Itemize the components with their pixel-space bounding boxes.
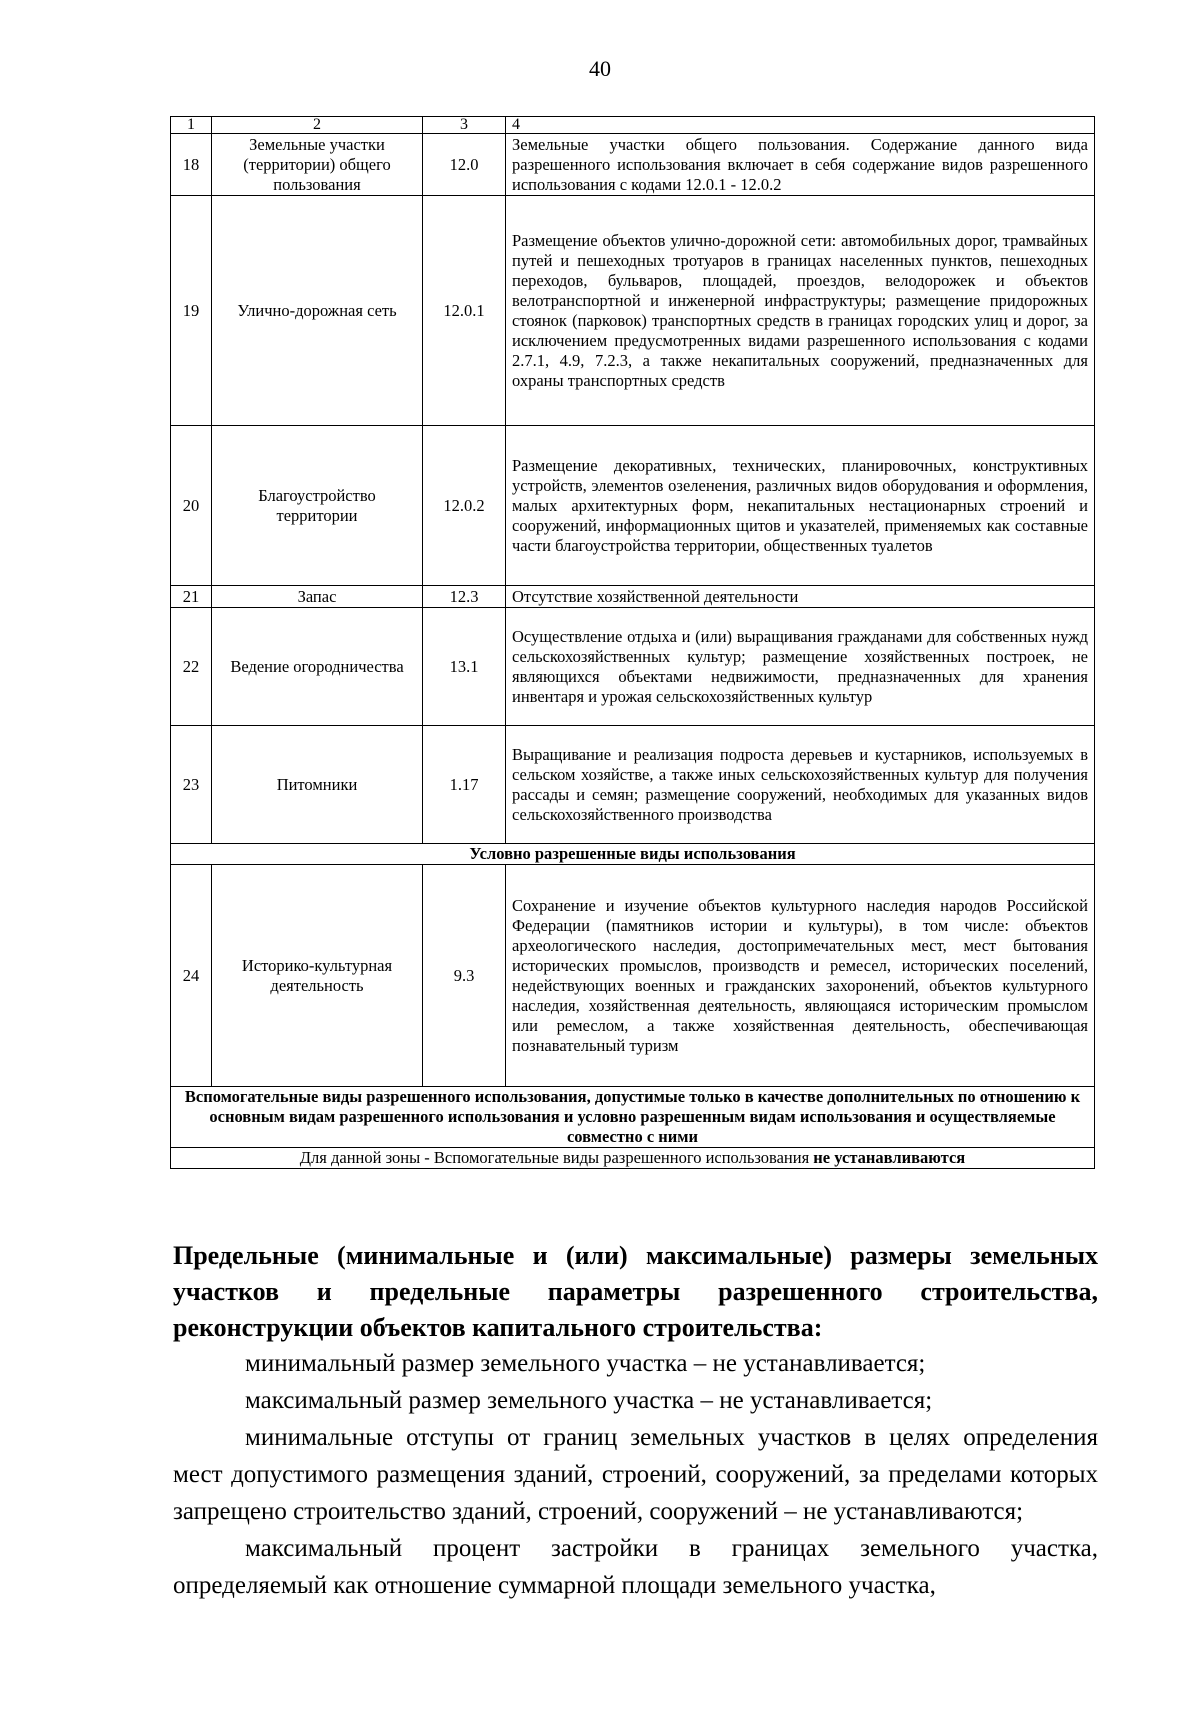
- row-number: 21: [171, 586, 212, 608]
- use-name: Благоустройство территории: [212, 426, 423, 586]
- page-number: 40: [589, 56, 611, 81]
- table-row: [171, 134, 1095, 196]
- row-number: 18: [171, 134, 212, 196]
- table-row: [171, 586, 1095, 608]
- limits-paragraph: минимальный размер земельного участка – не устанавливается;: [245, 1350, 926, 1377]
- row-number: 24: [171, 865, 212, 1087]
- table-row: [171, 726, 1095, 844]
- use-code: 9.3: [423, 865, 506, 1087]
- table-header-row: [171, 117, 1095, 134]
- use-code: 12.0.2: [423, 426, 506, 586]
- auxiliary-section-row: [171, 1087, 1095, 1148]
- header-cell: 4: [506, 117, 1095, 134]
- use-description: Размещение декоративных, технических, планировочных, конструктивных устройств, элементов озеленения, различных видов оборудования и оформления, малых архитектурных форм, некапитальных нестационарных строений и сооружений, информационных щитов и указателей, применяемых как составные части благоустройства территории, общественных туалетов: [506, 426, 1095, 586]
- table-row: [171, 196, 1095, 426]
- use-code: 12.3: [423, 586, 506, 608]
- auxiliary-note-emphasis: не устанавливаются: [813, 1148, 966, 1167]
- limits-heading: Предельные (минимальные и (или) максимальные) размеры земельных участков и предельные параметры разрешенного строительства, реконструкции объектов капитального строительства:: [173, 1241, 1098, 1342]
- row-number: 20: [171, 426, 212, 586]
- use-name: Запас: [212, 586, 423, 608]
- use-description: Осуществление отдыха и (или) выращивания гражданами для собственных нужд сельскохозяйственных культур; размещение хозяйственных построек, не являющихся объектами недвижимости, предназначенных для хранения инвентаря и урожая сельскохозяйственных культур: [506, 608, 1095, 726]
- auxiliary-section-title: Вспомогательные виды разрешенного использования, допустимые только в качестве дополнительных по отношению к основным видам разрешенного использования и условно разрешенным видам использования и осуществляемые совместно с ними: [171, 1087, 1095, 1148]
- use-name: Историко-культурная деятельность: [212, 865, 423, 1087]
- use-description: Отсутствие хозяйственной деятельности: [506, 586, 1095, 608]
- conditional-section-title: Условно разрешенные виды использования: [171, 844, 1095, 865]
- table-row: [171, 608, 1095, 726]
- use-name: Улично-дорожная сеть: [212, 196, 423, 426]
- auxiliary-note-row: [171, 1148, 1095, 1169]
- table-row: [171, 426, 1095, 586]
- row-number: 19: [171, 196, 212, 426]
- use-description: Земельные участки общего пользования. Содержание данного вида разрешенного использования включает в себя содержание видов разрешенного использования с кодами 12.0.1 - 12.0.2: [506, 134, 1095, 196]
- header-cell: 3: [423, 117, 506, 134]
- limits-body: [173, 1345, 1098, 1604]
- row-number: 22: [171, 608, 212, 726]
- table-row: [171, 865, 1095, 1087]
- use-code: 1.17: [423, 726, 506, 844]
- use-code: 12.0: [423, 134, 506, 196]
- row-number: 23: [171, 726, 212, 844]
- use-description: Выращивание и реализация подроста деревьев и кустарников, используемых в сельском хозяйстве, а также иных сельскохозяйственных культур для получения рассады и семян; размещение сооружений, необходимых для указанных видов сельскохозяйственного производства: [506, 726, 1095, 844]
- use-code: 12.0.1: [423, 196, 506, 426]
- use-name: Питомники: [212, 726, 423, 844]
- conditional-section-row: [171, 844, 1095, 865]
- land-use-table: [170, 116, 1095, 1169]
- auxiliary-note-text: Для данной зоны - Вспомогательные виды разрешенного использования: [299, 1148, 814, 1167]
- auxiliary-note: [171, 1148, 1095, 1169]
- header-cell: 2: [212, 117, 423, 134]
- limits-paragraph: минимальные отступы от границ земельных участков в целях определения мест допустимого размещения зданий, строений, сооружений, за пределами которых запрещено строительство зданий, строений, сооружений – не устанавливаются;: [173, 1424, 1098, 1525]
- limits-paragraph: максимальный размер земельного участка – не устанавливается;: [245, 1387, 933, 1414]
- limits-paragraph: максимальный процент застройки в границах земельного участка, определяемый как отношение суммарной площади земельного участка,: [173, 1535, 1098, 1599]
- use-code: 13.1: [423, 608, 506, 726]
- use-description: Сохранение и изучение объектов культурного наследия народов Российской Федерации (памятников истории и культуры), в том числе: объектов археологического наследия, достопримечательных мест, мест бытования исторических промыслов, производств и ремесел, исторических поселений, недействующих военных и гражданских захоронений, объектов культурного наследия, хозяйственная деятельность, являющаяся историческим промыслом или ремеслом, а также хозяйственная деятельность, обеспечивающая познавательный туризм: [506, 865, 1095, 1087]
- use-description: Размещение объектов улично-дорожной сети: автомобильных дорог, трамвайных путей и пешеходных тротуаров в границах населенных пунктов, пешеходных переходов, бульваров, площадей, проездов, велодорожек и объектов велотранспортной и инженерной инфраструктуры; размещение придорожных стоянок (парковок) транспортных средств в границах городских улиц и дорог, за исключением предусмотренных видами разрешенного использования с кодами 2.7.1, 4.9, 7.2.3, а также некапитальных сооружений, предназначенных для охраны транспортных средств: [506, 196, 1095, 426]
- header-cell: 1: [171, 117, 212, 134]
- use-name: Земельные участки (территории) общего пользования: [212, 134, 423, 196]
- use-name: Ведение огородничества: [212, 608, 423, 726]
